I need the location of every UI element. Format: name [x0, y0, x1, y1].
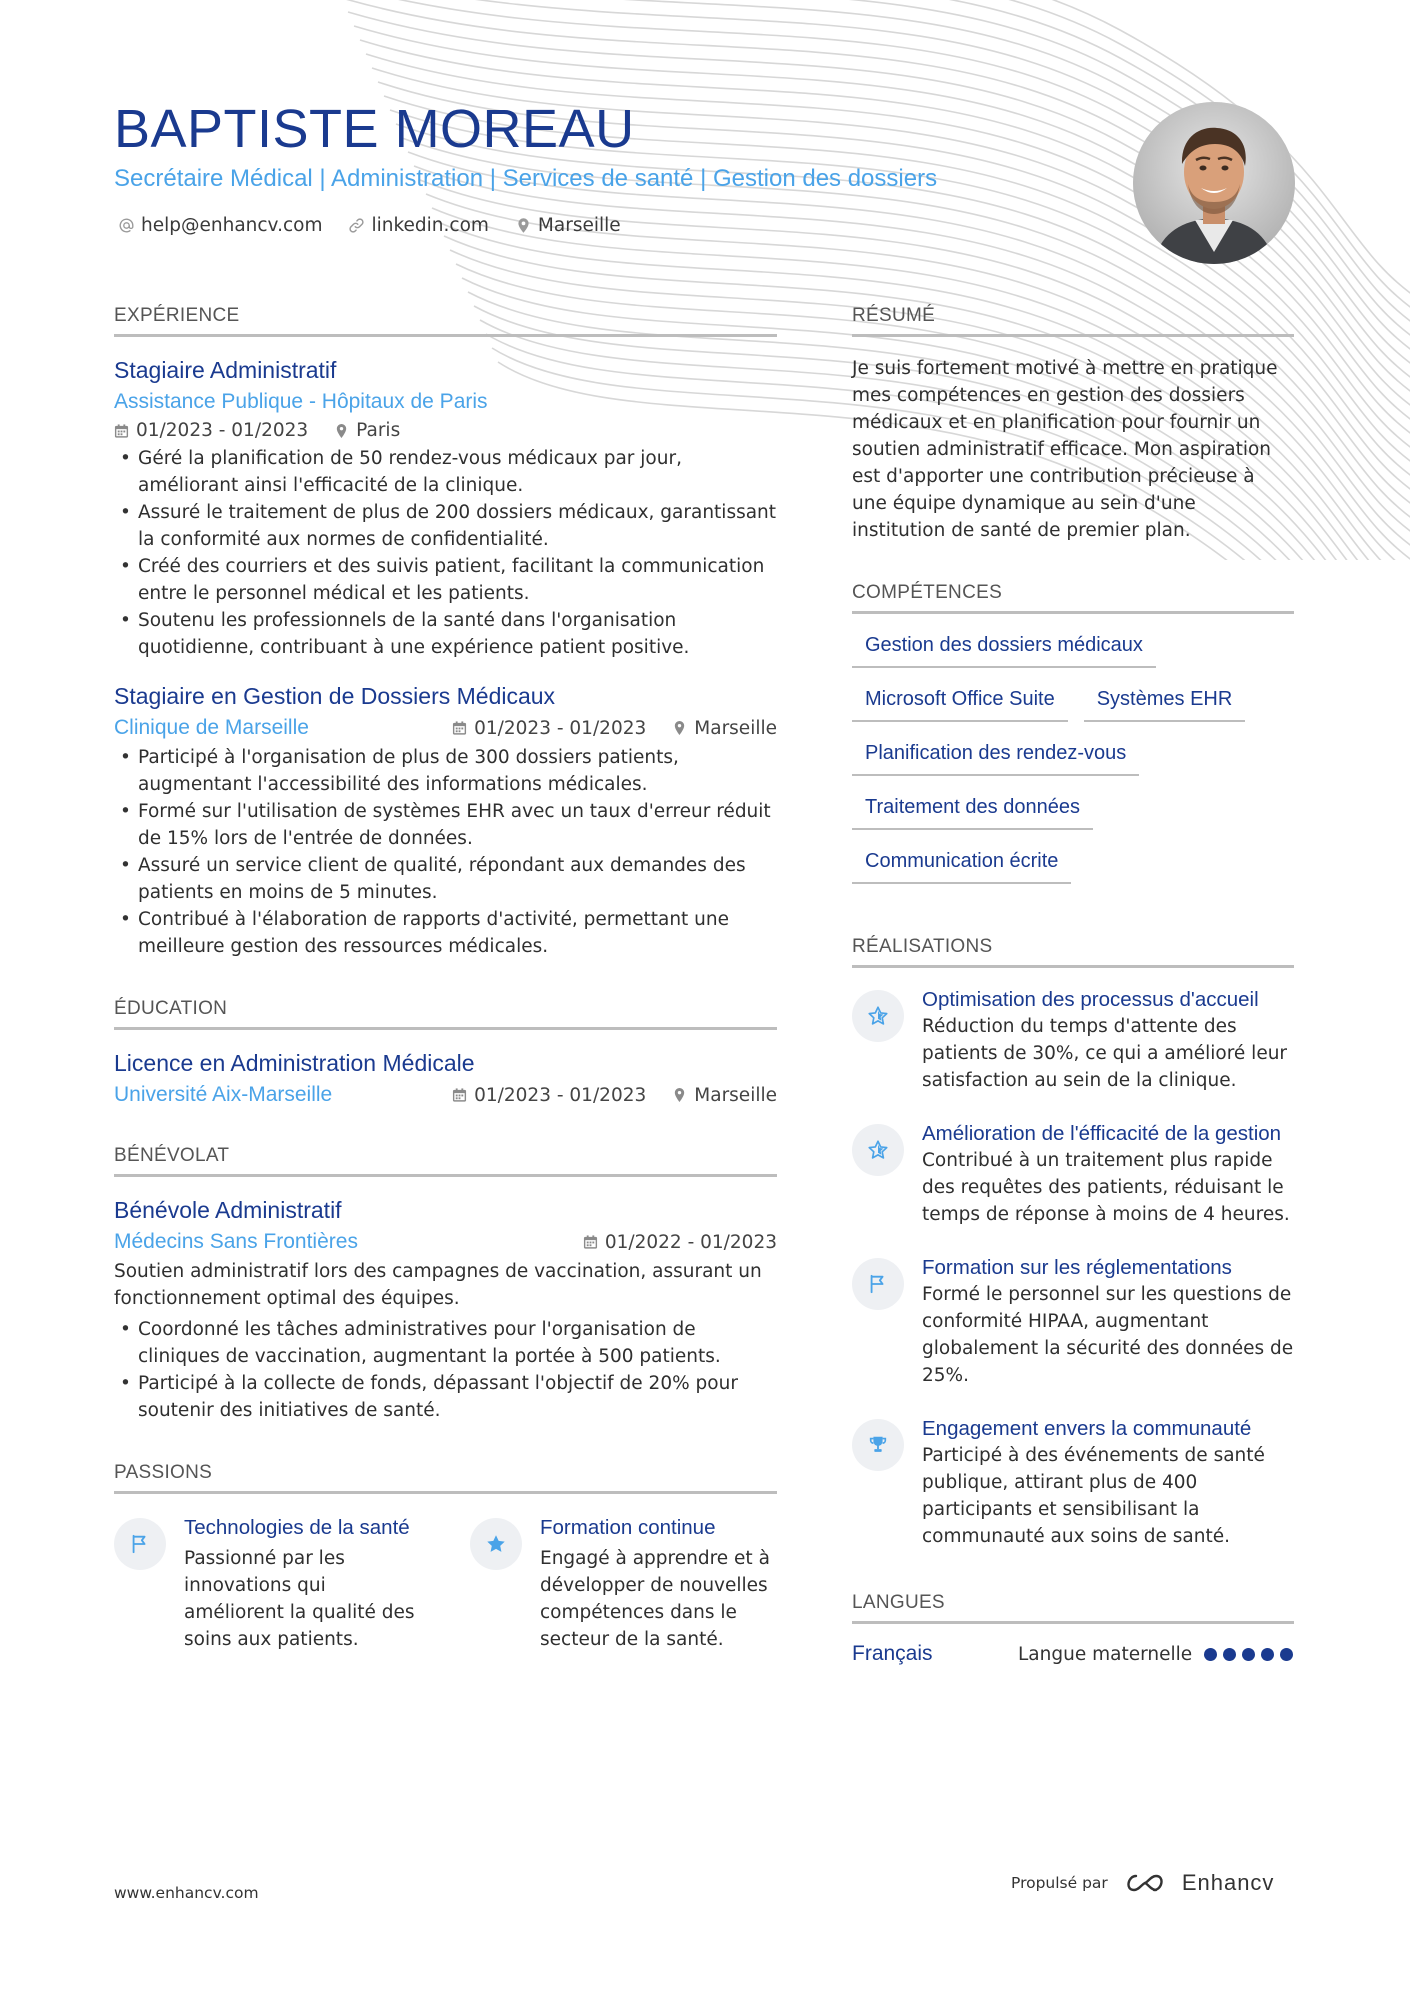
skill-tag: Traitement des données	[852, 796, 1093, 830]
languages-section	[852, 1592, 1294, 1666]
location-pin-icon	[515, 217, 532, 234]
volunteer-heading: BÉNÉVOLAT	[114, 1145, 777, 1177]
education-section	[114, 998, 777, 1107]
list-item: • Coordonné les tâches administratives pour l'organisation de cliniques de vaccination, augmentant la portée à 500 patients.	[114, 1316, 777, 1370]
location-pin-icon	[672, 720, 687, 736]
achievement-desc: Formé le personnel sur les questions de conformité HIPAA, augmentant globalement la sécurité des données de 25%.	[922, 1284, 1294, 1386]
location-pin-icon	[334, 423, 349, 439]
job-bullets	[114, 744, 777, 960]
right-column	[852, 305, 1294, 1666]
rating-dot	[1280, 1648, 1293, 1661]
experience-entry	[114, 357, 777, 661]
calendar-icon	[452, 720, 467, 736]
skill-tag: Gestion des dossiers médicaux	[852, 634, 1156, 668]
company-name: Clinique de Marseille	[114, 716, 309, 739]
achievement-desc: Réduction du temps d'attente des patients de 30%, ce qui a amélioré leur satisfaction au sein de la clinique.	[922, 1016, 1288, 1091]
job-company-row	[114, 716, 777, 740]
list-item: • Créé des courriers et des suivis patient, facilitant la communication entre le personnel médical et les patients.	[114, 553, 777, 607]
trophy-icon	[867, 1434, 889, 1456]
education-entry	[114, 1050, 777, 1107]
list-item: • Formé sur l'utilisation de systèmes EHR avec un taux d'erreur réduit de 15% lors de l'entrée de données.	[114, 798, 777, 852]
skill-tag: Systèmes EHR	[1084, 688, 1246, 722]
summary-text: Je suis fortement motivé à mettre en pratique mes compétences en gestion des dossiers médicaux et en planification pour fournir un soutien administratif efficace. Mon aspiration est d'apporter une contribution précieuse à une équipe dynamique au sein d'une institution de santé de premier plan.	[852, 358, 1278, 541]
passion-item	[114, 1514, 430, 1653]
skill-tag: Microsoft Office Suite	[852, 688, 1068, 722]
education-dates-text: 01/2023 - 01/2023	[474, 1084, 647, 1106]
volunteer-entry	[114, 1197, 777, 1424]
education-location	[672, 1085, 777, 1106]
achievement-item	[852, 986, 1294, 1094]
powered-by-label: Propulsé par	[1011, 1874, 1108, 1892]
passion-desc: Engagé à apprendre et à développer de nouvelles compétences dans le secteur de la santé.	[540, 1548, 770, 1650]
job-location	[334, 420, 400, 441]
rating-dot	[1223, 1648, 1236, 1661]
passion-icon-badge	[114, 1518, 166, 1570]
star-icon	[867, 1139, 889, 1161]
flag-icon	[129, 1533, 151, 1555]
achievement-icon-badge	[852, 990, 904, 1042]
volunteer-org: Médecins Sans Frontières	[114, 1230, 358, 1253]
passions-heading: PASSIONS	[114, 1462, 777, 1494]
job-title: Stagiaire en Gestion de Dossiers Médicaux	[114, 683, 556, 709]
achievements-section	[852, 936, 1294, 1550]
volunteer-row	[114, 1230, 777, 1254]
passion-icon-badge	[470, 1518, 522, 1570]
job-location-text: Paris	[356, 420, 401, 441]
left-column	[114, 305, 777, 1653]
link-icon	[348, 217, 365, 234]
volunteer-dates-text: 01/2022 - 01/2023	[604, 1231, 777, 1253]
skills-list	[852, 634, 1294, 884]
job-meta	[452, 718, 777, 739]
list-item: • Contribué à l'élaboration de rapports d'activité, permettant une meilleure gestion des ressources médicales.	[114, 906, 777, 960]
job-dates-text: 01/2023 - 01/2023	[474, 717, 647, 739]
school-name: Université Aix-Marseille	[114, 1083, 333, 1106]
candidate-headline: Secrétaire Médical | Administration | Services de santé | Gestion des dossiers	[114, 165, 938, 192]
contact-email[interactable]	[118, 215, 322, 236]
achievement-title: Optimisation des processus d'accueil	[922, 988, 1259, 1011]
candidate-name: BAPTISTE MOREAU	[114, 99, 635, 159]
achievement-icon-badge	[852, 1419, 904, 1471]
passion-title: Technologies de la santé	[184, 1516, 410, 1539]
achievement-title: Formation sur les réglementations	[922, 1256, 1232, 1279]
list-item: • Géré la planification de 50 rendez-vous médicaux par jour, améliorant ainsi l'efficacité de la clinique.	[114, 445, 777, 499]
skills-heading: COMPÉTENCES	[852, 582, 1294, 614]
achievement-desc: Contribué à un traitement plus rapide des requêtes des patients, réduisant le temps de réponse à moins de 4 heures.	[922, 1150, 1290, 1225]
brand-name: Enhancv	[1181, 1870, 1275, 1895]
skill-tag: Communication écrite	[852, 850, 1071, 884]
passion-desc: Passionné par les innovations qui améliorent la qualité des soins aux patients.	[184, 1548, 415, 1650]
contact-bar	[118, 215, 621, 236]
footer-branding	[1011, 1870, 1274, 1896]
passions-section	[114, 1462, 777, 1653]
job-dates	[452, 718, 646, 739]
star-icon	[867, 1005, 889, 1027]
flag-icon	[867, 1273, 889, 1295]
experience-entry	[114, 683, 777, 960]
volunteer-summary: Soutien administratif lors des campagnes de vaccination, assurant un fonctionnement optimal des équipes.	[114, 1261, 762, 1309]
rating-dot	[1261, 1648, 1274, 1661]
achievement-icon-badge	[852, 1124, 904, 1176]
volunteer-dates	[583, 1232, 777, 1253]
job-title: Stagiaire Administratif	[114, 357, 337, 383]
achievement-title: Engagement envers la communauté	[922, 1417, 1252, 1440]
achievements-heading: RÉALISATIONS	[852, 936, 1294, 968]
education-heading: ÉDUCATION	[114, 998, 777, 1030]
company-name: Assistance Publique - Hôpitaux de Paris	[114, 390, 488, 413]
list-item: • Participé à l'organisation de plus de 300 dossiers patients, augmentant l'accessibilité des informations médicales.	[114, 744, 777, 798]
achievements-list	[852, 986, 1294, 1550]
list-item: • Assuré le traitement de plus de 200 dossiers médicaux, garantissant la conformité aux normes de confidentialité.	[114, 499, 777, 553]
summary-heading: RÉSUMÉ	[852, 305, 1294, 337]
languages-heading: LANGUES	[852, 1592, 1294, 1624]
language-level: Langue maternelle	[1018, 1643, 1193, 1665]
footer-website[interactable]: www.enhancv.com	[114, 1884, 259, 1902]
list-item: • Assuré un service client de qualité, répondant aux demandes des patients en moins de 5 minutes.	[114, 852, 777, 906]
volunteer-bullets	[114, 1316, 777, 1424]
degree-title: Licence en Administration Médicale	[114, 1050, 475, 1076]
achievement-item	[852, 1254, 1294, 1389]
achievement-item	[852, 1120, 1294, 1228]
summary-section	[852, 305, 1294, 544]
passions-list	[114, 1514, 777, 1653]
location-pin-icon	[672, 1087, 687, 1103]
calendar-icon	[114, 423, 129, 439]
education-meta	[452, 1085, 777, 1106]
skill-tag: Planification des rendez-vous	[852, 742, 1139, 776]
contact-location-text: Marseille	[537, 215, 621, 236]
achievement-title: Amélioration de l'éfficacité de la gestion	[922, 1122, 1282, 1145]
job-location	[672, 718, 777, 739]
contact-linkedin-text: linkedin.com	[371, 215, 489, 236]
job-location-text: Marseille	[694, 717, 777, 739]
language-rating	[1204, 1648, 1293, 1661]
at-icon	[118, 217, 135, 234]
contact-email-text: help@enhancv.com	[141, 215, 323, 236]
achievement-item	[852, 1415, 1294, 1550]
calendar-icon	[583, 1234, 598, 1250]
list-item: • Soutenu les professionnels de la santé dans l'organisation quotidienne, contribuant à une expérience patient positive.	[114, 607, 777, 661]
passion-item	[470, 1514, 776, 1653]
experience-section	[114, 305, 777, 960]
job-meta	[114, 420, 777, 441]
job-dates	[114, 420, 308, 441]
achievement-desc: Participé à des événements de santé publique, attirant plus de 400 participants et sensibilisant la communauté aux soins de santé.	[922, 1445, 1265, 1547]
passion-title: Formation continue	[540, 1516, 716, 1539]
language-row	[852, 1642, 1294, 1666]
volunteer-section	[114, 1145, 777, 1424]
education-dates	[452, 1085, 646, 1106]
skills-section	[852, 582, 1294, 884]
star-icon	[485, 1533, 507, 1555]
volunteer-role: Bénévole Administratif	[114, 1197, 342, 1223]
rating-dot	[1242, 1648, 1255, 1661]
enhancv-logo-icon	[1122, 1871, 1168, 1895]
job-dates-text: 01/2023 - 01/2023	[136, 420, 309, 441]
list-item: • Participé à la collecte de fonds, dépassant l'objectif de 20% pour soutenir des initiatives de santé.	[114, 1370, 777, 1424]
achievement-icon-badge	[852, 1258, 904, 1310]
job-bullets	[114, 445, 777, 661]
avatar-portrait	[1133, 102, 1295, 264]
education-location-text: Marseille	[694, 1084, 777, 1106]
experience-heading: EXPÉRIENCE	[114, 305, 777, 337]
calendar-icon	[452, 1087, 467, 1103]
education-row	[114, 1083, 777, 1107]
language-name: Français	[852, 1642, 933, 1665]
volunteer-meta	[583, 1232, 777, 1253]
rating-dot	[1204, 1648, 1217, 1661]
contact-location	[515, 215, 621, 236]
contact-linkedin[interactable]	[348, 215, 488, 236]
avatar	[1133, 102, 1295, 264]
